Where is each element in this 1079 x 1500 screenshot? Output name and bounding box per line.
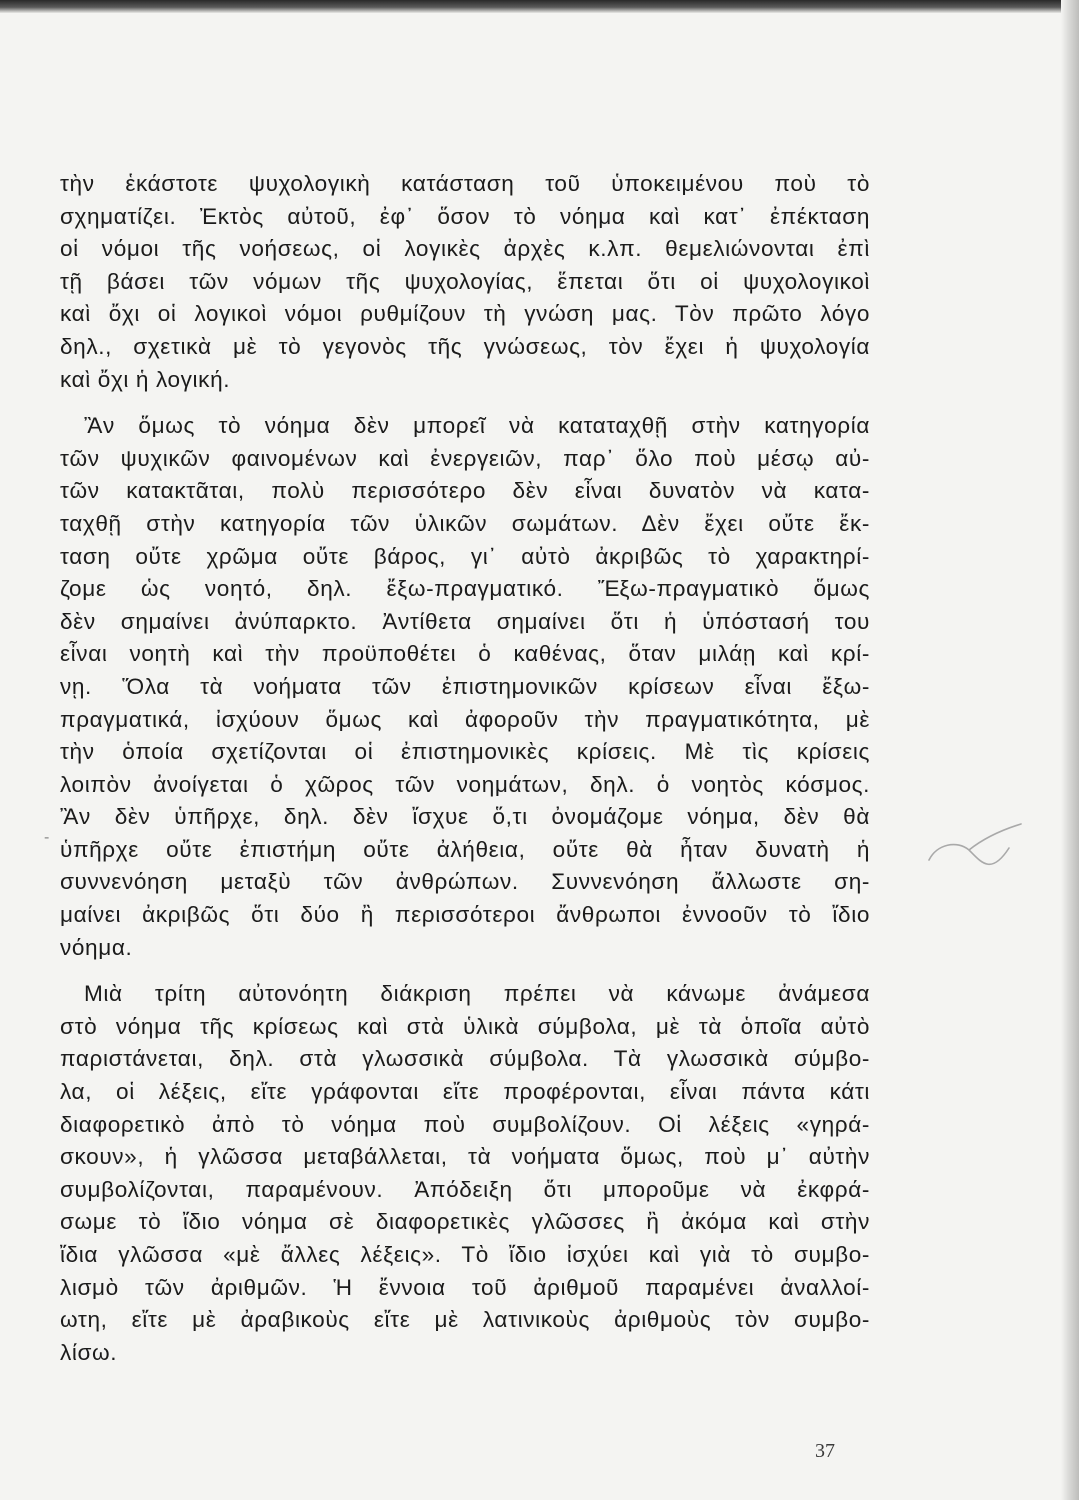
margin-dash-mark: - [44,829,50,846]
text-line: ταση οὔτε χρῶμα οὔτε βάρος, γι᾽ αὐτὸ ἀκριβῶς τὸ χαρακτηρί- [60,543,870,569]
text-line: τῶν ψυχικῶν φαινομένων καὶ ἐνεργειῶν, παρ᾽ ὅλο ποὺ μέσῳ αὐ- [60,445,870,471]
text-line: διαφορετικὸ ἀπὸ τὸ νόημα ποὺ συμβολίζουν. Οἱ λέξεις «γηρά- [60,1111,870,1137]
scan-right-edge [1061,0,1079,1500]
text-line: καὶ ὄχι ἡ λογική. [60,366,231,392]
text-line: ὑπῆρχε οὔτε ἐπιστήμη οὔτε ἀλήθεια, οὔτε θὰ ἦταν δυνατὴ ἡ [60,836,870,862]
text-line: ζομε ὡς νοητό, δηλ. ἔξω-πραγματικό. Ἔξω-πραγματικὸ ὅμως [60,576,870,602]
scan-top-edge [0,0,1079,13]
text-line: στὸ νόημα τῆς κρίσεως καὶ στὰ ὑλικὰ σύμβολα, μὲ τὰ ὁποῖα αὐτὸ [60,1013,870,1039]
text-line: συννενόηση μεταξὺ τῶν ἀνθρώπων. Συννενόηση ἄλλωστε ση- [60,869,870,895]
pencil-margin-mark-icon [925,822,1025,882]
text-line: λα, οἱ λέξεις, εἴτε γράφονται εἴτε προφέρονται, εἶναι πάντα κάτι [60,1079,870,1105]
paragraph-2 [60,410,870,964]
paragraph-1 [60,168,870,396]
text-line: νόημα. [60,934,133,960]
text-line: τῶν κατακτᾶται, πολὺ περισσότερο δὲν εἶναι δυνατὸν νὰ κατα- [60,478,870,504]
text-line: δηλ., σχετικὰ μὲ τὸ γεγονὸς τῆς γνώσεως, τὸν ἔχει ἡ ψυχολογία [60,333,870,359]
text-line: σκουν», ἡ γλῶσσα μεταβάλλεται, τὰ νοήματα ὅμως, ποὺ μ᾽ αὐτὴν [60,1144,870,1170]
page-body [60,168,870,1383]
text-line: εἶναι νοητὴ καὶ τὴν προϋποθέτει ὁ καθένας, ὅταν μιλάῃ καὶ κρί- [60,641,870,667]
text-line: Ἂν δὲν ὑπῆρχε, δηλ. δὲν ἴσχυε ὅ,τι ὀνομάζομε νόημα, δὲν θὰ [60,804,870,830]
text-line: σωμε τὸ ἴδιο νόημα σὲ διαφορετικὲς γλῶσσες ἢ ἀκόμα καὶ στὴν [60,1209,870,1235]
text-line: καὶ ὄχι οἱ λογικοὶ νόμοι ρυθμίζουν τὴ γνώση μας. Τὸν πρῶτο λόγο [60,301,870,327]
page-number: 37 [815,1440,835,1462]
text-line: νῃ. Ὅλα τὰ νοήματα τῶν ἐπιστημονικῶν κρίσεων εἶναι ἔξω- [60,673,870,699]
text-line: οἱ νόμοι τῆς νοήσεως, οἱ λογικὲς ἀρχὲς κ.λπ. θεμελιώνονται ἐπὶ [60,236,870,262]
text-line: λίσω. [60,1339,118,1365]
text-line: Ἂν ὅμως τὸ νόημα δὲν μπορεῖ νὰ καταταχθῇ στὴν κατηγορία [84,413,870,439]
text-line: παριστάνεται, δηλ. στὰ γλωσσικὰ σύμβολα. Τὰ γλωσσικὰ σύμβο- [60,1046,870,1072]
text-line: τὴν ἑκάστοτε ψυχολογικὴ κατάσταση τοῦ ὑποκειμένου ποὺ τὸ [60,171,870,196]
paragraph-3 [60,978,870,1369]
text-line: σχηματίζει. Ἐκτὸς αὐτοῦ, ἐφ᾽ ὅσον τὸ νόημα καὶ κατ᾽ ἐπέκταση [60,203,870,229]
text-line: τῇ βάσει τῶν νόμων τῆς ψυχολογίας, ἕπεται ὅτι οἱ ψυχολογικοὶ [60,268,870,294]
text-line: μαίνει ἀκριβῶς ὅτι δύο ἢ περισσότεροι ἄνθρωποι ἐννοοῦν τὸ ἴδιο [60,902,870,928]
text-line: τὴν ὁποία σχετίζονται οἱ ἐπιστημονικὲς κρίσεις. Μὲ τὶς κρίσεις [60,739,870,765]
text-line: λοιπὸν ἀνοίγεται ὁ χῶρος τῶν νοημάτων, δηλ. ὁ νοητὸς κόσμος. [60,771,870,797]
text-line: δὲν σημαίνει ἀνύπαρκτο. Ἀντίθετα σημαίνει ὅτι ἡ ὑπόστασή του [60,608,870,634]
text-line: συμβολίζονται, παραμένουν. Ἀπόδειξη ὅτι μποροῦμε νὰ ἐκφρά- [60,1176,870,1202]
text-line: λισμὸ τῶν ἀριθμῶν. Ἡ ἔννοια τοῦ ἀριθμοῦ παραμένει ἀναλλοί- [60,1274,870,1300]
text-line: πραγματικά, ἰσχύουν ὅμως καὶ ἀφοροῦν τὴν πραγματικότητα, μὲ [60,706,870,732]
text-line: Μιὰ τρίτη αὐτονόητη διάκριση πρέπει νὰ κάνωμε ἀνάμεσα [84,981,870,1007]
text-line: ταχθῇ στὴν κατηγορία τῶν ὑλικῶν σωμάτων. Δὲν ἔχει οὔτε ἔκ- [60,510,870,536]
text-line: ωτη, εἴτε μὲ ἀραβικοὺς εἴτε μὲ λατινικοὺς ἀριθμοὺς τὸν συμβο- [60,1307,870,1333]
text-line: ἴδια γλῶσσα «μὲ ἄλλες λέξεις». Τὸ ἴδιο ἰσχύει καὶ γιὰ τὸ συμβο- [60,1242,870,1267]
